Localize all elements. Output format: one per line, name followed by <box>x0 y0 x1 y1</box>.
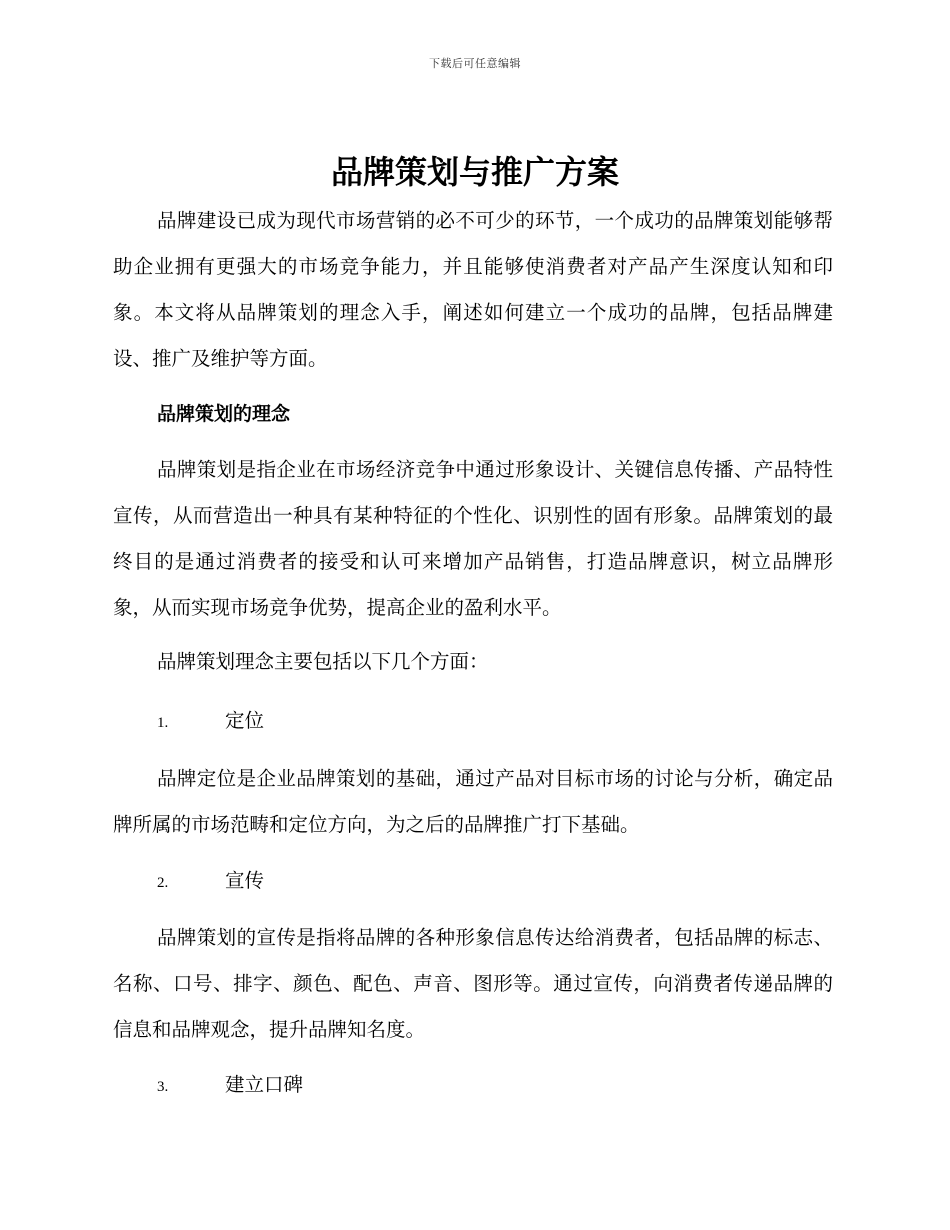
section-heading: 品牌策划的理念 <box>157 403 291 425</box>
concept-paragraph: 品牌策划是指企业在市场经济竞争中通过形象设计、关键信息传播、产品特性宣传，从而营造出一种具有某种特征的个性化、识别性的固有形象。品牌策划的最终目的是通过消费者的接受和认可来增加产品销售，打造品牌意识，树立品牌形象，从而实现市场竞争优势，提高企业的盈利水平。 <box>113 458 833 619</box>
promotion-paragraph: 品牌策划的宣传是指将品牌的各种形象信息传达给消费者，包括品牌的标志、名称、口号、排字、颜色、配色、声音、图形等。通过宣传，向消费者传递品牌的信息和品牌观念，提升品牌知名度。 <box>113 926 833 1041</box>
list-item-number: 1. <box>157 715 169 731</box>
list-item-positioning <box>157 706 264 736</box>
list-item-label: 定位 <box>225 709 265 732</box>
header-note: 下载后可任意编辑 <box>429 57 521 70</box>
list-item-number: 2. <box>157 875 169 891</box>
concept-list-intro: 品牌策划理念主要包括以下几个方面： <box>157 650 489 673</box>
positioning-paragraph: 品牌定位是企业品牌策划的基础，通过产品对目标市场的讨论与分析，确定品牌所属的市场范畴和定位方向，为之后的品牌推广打下基础。 <box>113 767 833 836</box>
list-item-label: 宣传 <box>225 869 265 892</box>
list-item-number: 3. <box>157 1079 169 1095</box>
list-item-label: 建立口碑 <box>225 1073 304 1096</box>
list-item-reputation <box>157 1070 303 1100</box>
intro-paragraph: 品牌建设已成为现代市场营销的必不可少的环节，一个成功的品牌策划能够帮助企业拥有更强大的市场竞争能力，并且能够使消费者对产品产生深度认知和印象。本文将从品牌策划的理念入手，阐述如何建立一个成功的品牌，包括品牌建设、推广及维护等方面。 <box>113 209 833 370</box>
document-title: 品牌策划与推广方案 <box>330 153 619 191</box>
list-item-promotion <box>157 866 264 896</box>
